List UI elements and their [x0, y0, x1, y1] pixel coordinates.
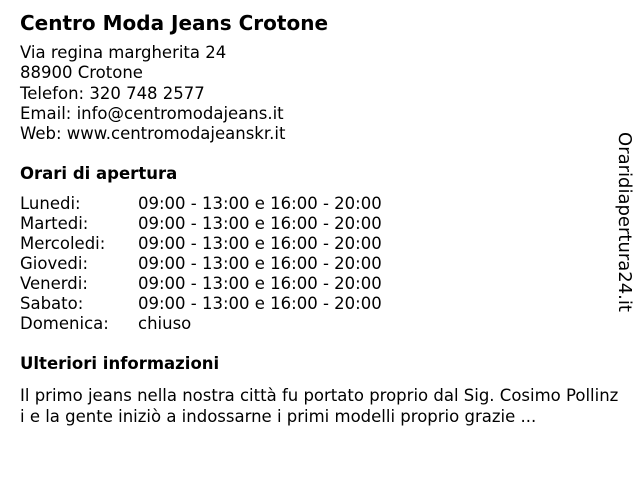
day-label: Giovedi: — [20, 254, 88, 273]
hours-value: chiuso — [138, 314, 192, 333]
day-label: Domenica: — [20, 314, 109, 333]
business-description: Il primo jeans nella nostra città fu portato proprio dal Sig. Cosimo Pollinzi e la gente iniziò a indossarne i primi modelli proprio grazie ... — [20, 386, 619, 426]
hours-value: 09:00 - 13:00 e 16:00 - 20:00 — [138, 294, 382, 313]
hours-value: 09:00 - 13:00 e 16:00 - 20:00 — [138, 234, 382, 253]
hours-value: 09:00 - 13:00 e 16:00 - 20:00 — [138, 274, 382, 293]
hours-value: 09:00 - 13:00 e 16:00 - 20:00 — [138, 194, 382, 213]
day-label: Lunedi: — [20, 194, 81, 213]
additional-info-heading: Ulteriori informazioni — [20, 354, 220, 373]
business-name: Centro Moda Jeans Crotone — [20, 11, 329, 35]
email-address: Email: info@centromodajeans.it — [20, 103, 284, 123]
hours-value: 09:00 - 13:00 e 16:00 - 20:00 — [138, 214, 382, 233]
day-label: Martedi: — [20, 214, 89, 233]
hours-value: 09:00 - 13:00 e 16:00 - 20:00 — [138, 254, 382, 273]
opening-hours-heading: Orari di apertura — [20, 164, 178, 183]
day-label: Venerdi: — [20, 274, 88, 293]
address-city: 88900 Crotone — [20, 63, 143, 83]
contact-details — [20, 43, 285, 144]
website: Web: www.centromodajeanskr.it — [20, 124, 286, 144]
address-street: Via regina margherita 24 — [20, 43, 227, 62]
day-label: Sabato: — [20, 294, 84, 313]
phone-number: Telefon: 320 748 2577 — [20, 83, 205, 103]
day-label: Mercoledi: — [20, 234, 106, 253]
site-watermark: Oraridiapertura24.it — [614, 132, 635, 312]
